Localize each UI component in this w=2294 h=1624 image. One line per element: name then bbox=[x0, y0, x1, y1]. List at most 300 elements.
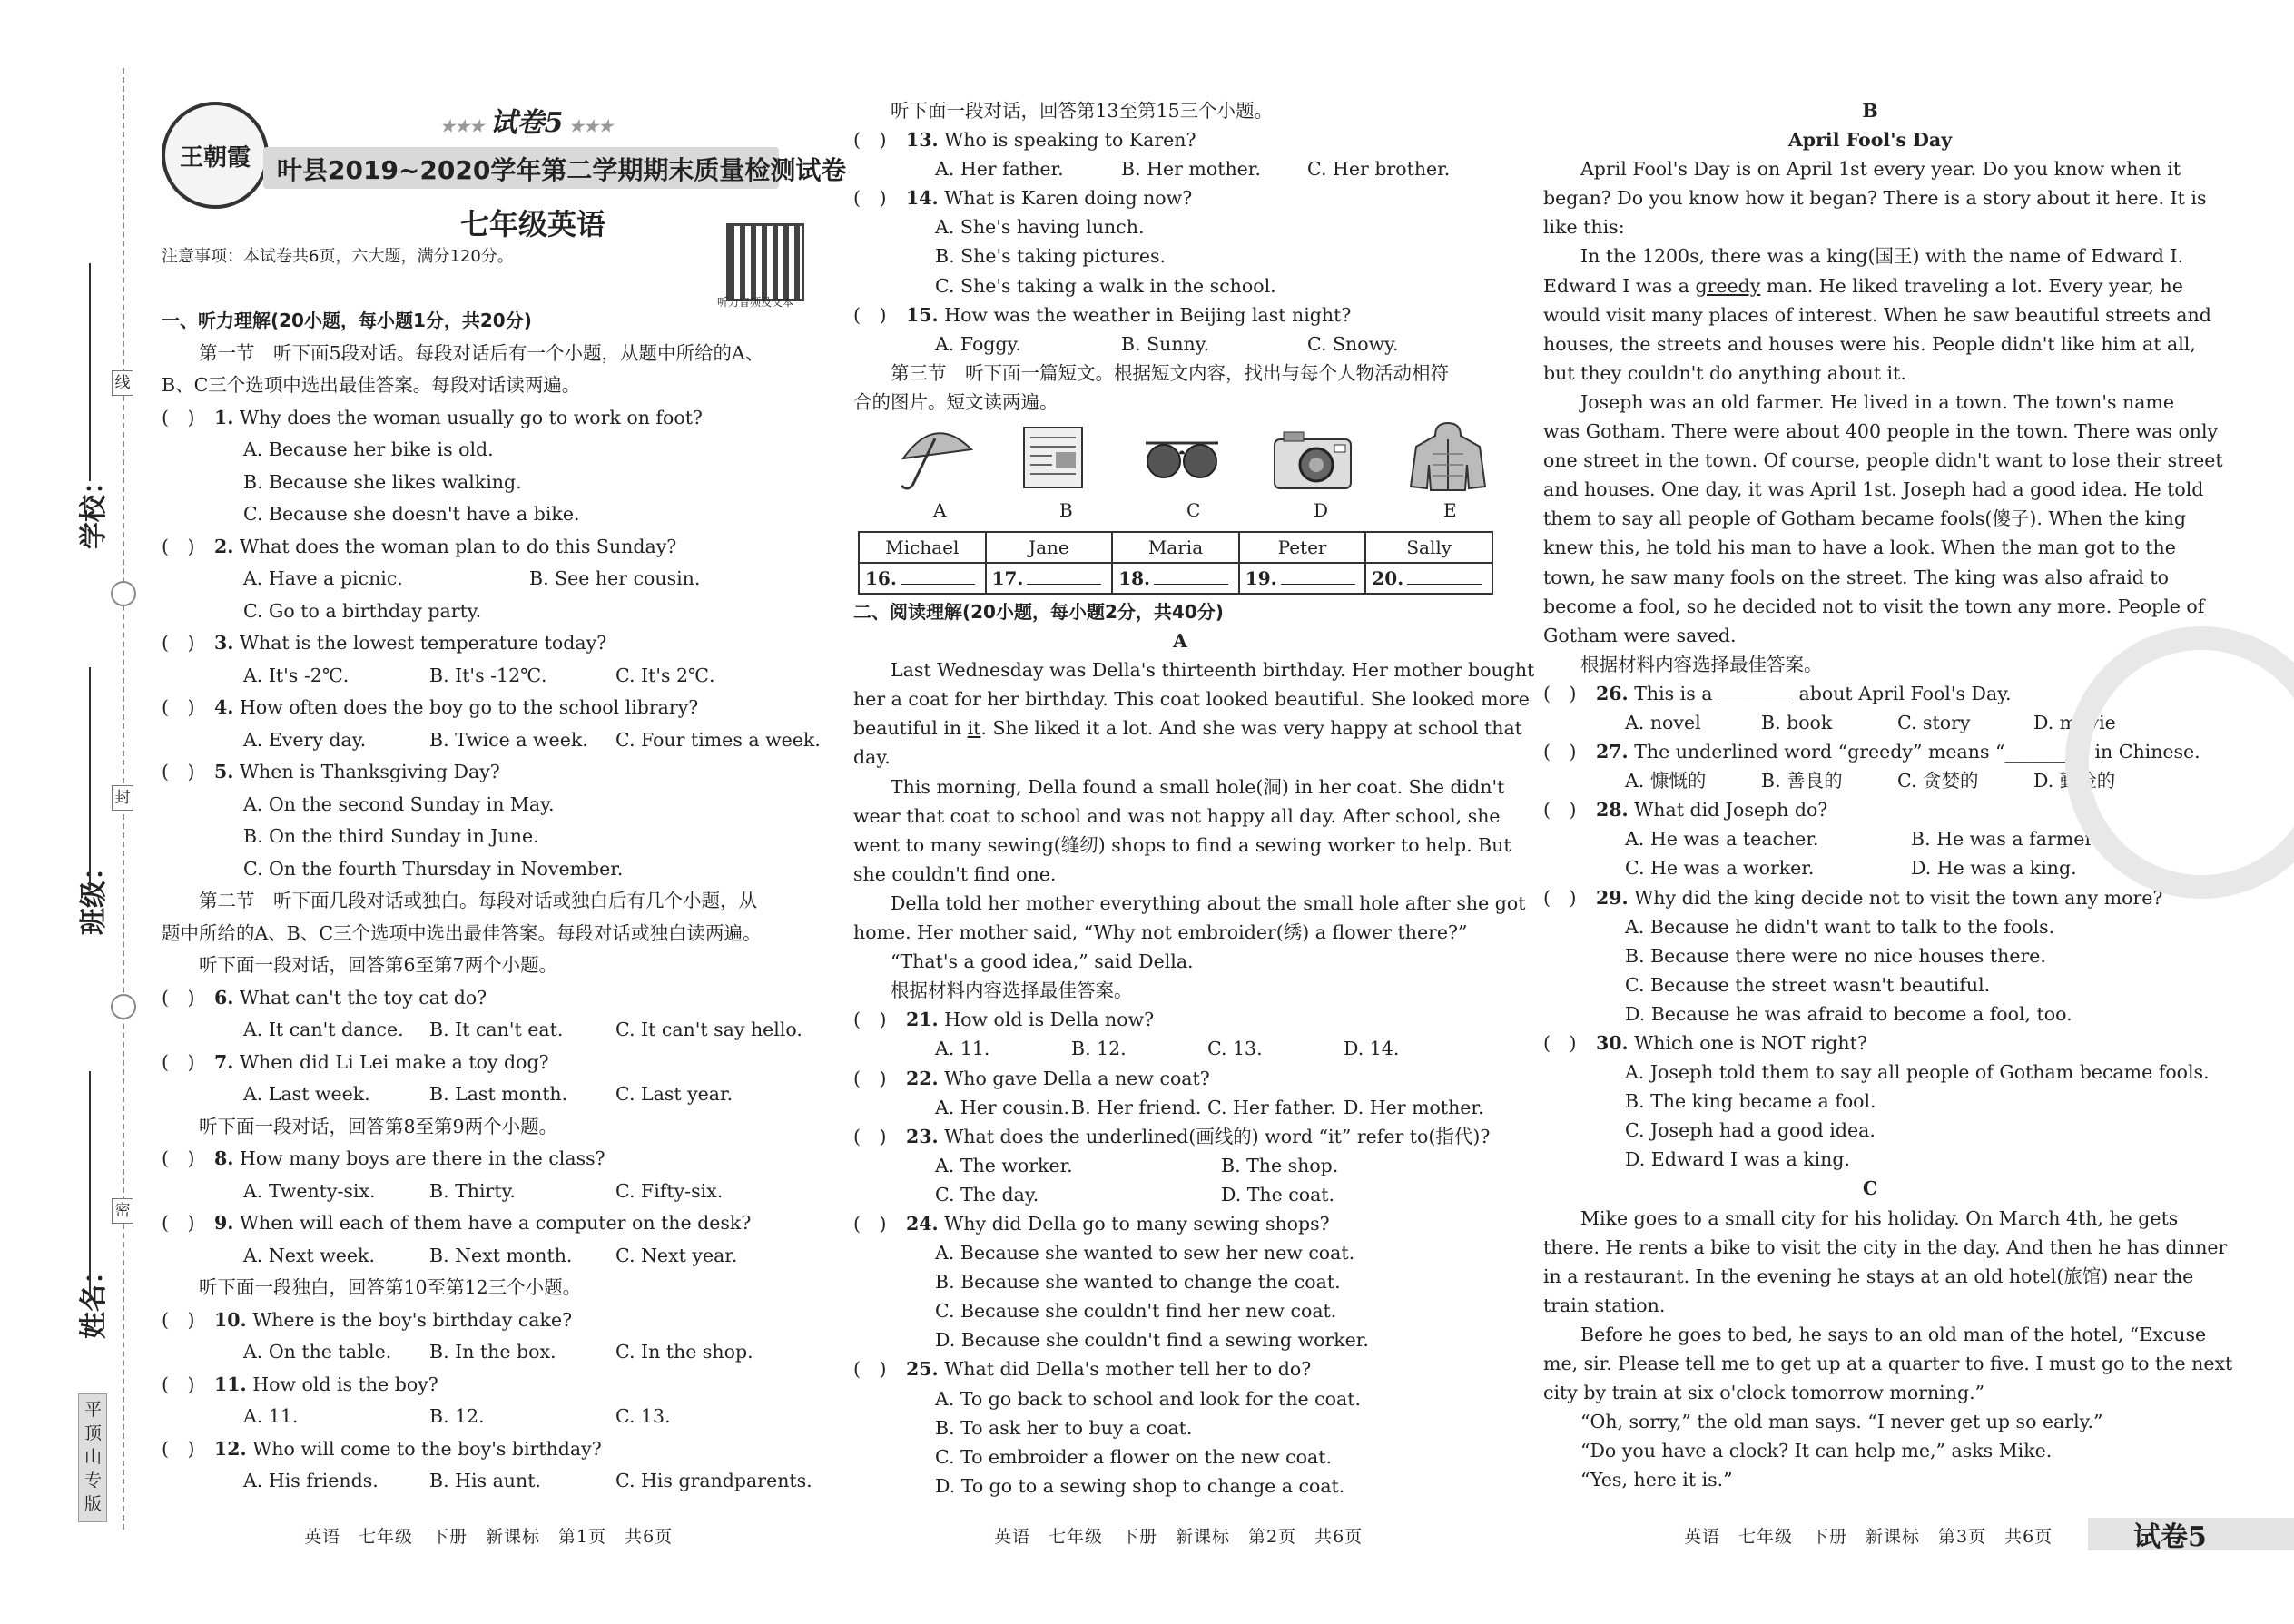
paragraph-line bbox=[1543, 388, 2197, 417]
paragraph-line bbox=[853, 976, 1507, 1005]
option-text: C. He was a worker. bbox=[1625, 857, 1815, 880]
binding-ornament-icon bbox=[111, 994, 136, 1019]
answer-blank[interactable]: ( ) bbox=[853, 1009, 887, 1031]
option-text: A. novel bbox=[1625, 711, 1701, 733]
option-text: B. 善良的 bbox=[1761, 770, 1843, 792]
paragraph-text: knew this, he told his man to have a look. When the man got to the bbox=[1543, 536, 2176, 559]
question-text: What does the woman plan to do this Sunday? bbox=[239, 535, 677, 557]
option-text: A. Foggy. bbox=[935, 332, 1021, 355]
question-text: How often does the boy go to the school library? bbox=[239, 696, 699, 718]
option bbox=[162, 434, 815, 467]
option-text: C. It's 2℃. bbox=[615, 664, 715, 686]
class-blank bbox=[89, 667, 91, 890]
option bbox=[853, 1413, 1507, 1442]
option bbox=[162, 467, 815, 499]
answer-blank[interactable]: ( ) bbox=[1543, 682, 1577, 704]
answer-number: 20. bbox=[1372, 567, 1404, 589]
paragraph-line bbox=[853, 889, 1526, 918]
subject-title: 七年级英语 bbox=[460, 207, 606, 241]
question-text: Which one is NOT right? bbox=[1634, 1032, 1867, 1054]
question bbox=[853, 1354, 1507, 1383]
option-text: A. Because she wanted to sew her new coat. bbox=[935, 1242, 1355, 1265]
paragraph-text: she couldn't find one. bbox=[853, 862, 1057, 885]
paragraph-line bbox=[1543, 475, 2204, 504]
column-2-top bbox=[853, 96, 1507, 417]
answer-blank[interactable] bbox=[1281, 584, 1355, 585]
option-text: C. His grandparents. bbox=[615, 1470, 812, 1491]
paragraph-line bbox=[1543, 1320, 2207, 1349]
option-row bbox=[162, 724, 821, 757]
answer-blank[interactable]: ( ) bbox=[162, 986, 195, 1009]
paragraph-text: 第一节 听下面5段对话。每段对话后有一个小题，从题中所给的A、 bbox=[199, 341, 764, 364]
paragraph-line bbox=[853, 388, 1507, 417]
paragraph-line bbox=[162, 885, 815, 918]
question-number: 27. bbox=[1596, 741, 1629, 763]
paragraph-text: town, he saw many fools on the street. The king was also afraid to bbox=[1543, 566, 2170, 588]
option-text: D. Because he was afraid to become a fool, too. bbox=[1625, 1002, 2072, 1025]
option-text: B. Sunny. bbox=[1121, 332, 1210, 355]
paragraph-line bbox=[853, 655, 1535, 684]
section-heading-text: 一、听力理解(20小题，每小题1分，共20分) bbox=[162, 310, 532, 331]
option-text: D. Because she couldn't find a sewing worker. bbox=[935, 1329, 1369, 1352]
question bbox=[853, 1005, 1507, 1034]
paragraph-text: home. Her mother said, “Why not embroider(绣) a flower there?” bbox=[853, 921, 1468, 944]
paper-number: ★★★ 试卷5 ★★★ bbox=[440, 107, 614, 139]
option-text: A. Twenty-six. bbox=[243, 1179, 376, 1202]
paragraph-text: “That's a good idea,” said Della. bbox=[891, 950, 1194, 973]
underlined-word: it bbox=[967, 717, 981, 740]
paragraph-line bbox=[853, 743, 1507, 772]
answer-blank[interactable] bbox=[901, 584, 975, 585]
question bbox=[1543, 1029, 2197, 1058]
option-text: C. Because the street wasn't beautiful. bbox=[1625, 973, 1991, 996]
option-text: A. Have a picnic. bbox=[243, 567, 403, 589]
question-text: How many boys are there in the class? bbox=[239, 1147, 605, 1169]
passage-title-text: B bbox=[1862, 100, 1878, 122]
table-cell-answer[interactable] bbox=[1112, 563, 1239, 594]
option-text: B. Because there were no nice houses there. bbox=[1625, 944, 2046, 967]
paragraph-text: went to many sewing(缝纫) shops to find a sewing worker to help. But bbox=[853, 833, 1511, 856]
option bbox=[1543, 999, 2197, 1029]
paragraph-line bbox=[1543, 621, 2197, 650]
option-text: D. He was a king. bbox=[1911, 857, 2077, 880]
picture-label: A bbox=[933, 499, 947, 521]
paragraph-line bbox=[1543, 417, 2219, 446]
option bbox=[853, 1471, 1507, 1501]
question-number: 12. bbox=[214, 1437, 247, 1460]
answer-blank[interactable]: ( ) bbox=[853, 1358, 887, 1381]
column-2-bottom bbox=[853, 597, 1535, 1501]
option-text: D. The coat. bbox=[1221, 1183, 1335, 1206]
answer-blank[interactable]: ( ) bbox=[853, 1067, 887, 1089]
option bbox=[162, 595, 815, 628]
question-text: What did Della's mother tell her to do? bbox=[944, 1358, 1312, 1381]
option-text: A. He was a teacher. bbox=[1625, 828, 1819, 851]
paragraph-line bbox=[162, 950, 815, 982]
option-text: B. Last month. bbox=[429, 1083, 568, 1105]
question-number: 23. bbox=[906, 1125, 939, 1147]
paragraph-text: “Yes, here it is.” bbox=[1580, 1469, 1733, 1491]
question bbox=[162, 627, 815, 660]
option-row bbox=[853, 154, 1507, 183]
paragraph-text: April Fool's Day is on April 1st every year. Do you know when it bbox=[1580, 158, 2181, 181]
question-text: What is Karen doing now? bbox=[944, 187, 1193, 210]
paragraph-line bbox=[1543, 300, 2211, 330]
question bbox=[162, 531, 815, 564]
option-text: C. Joseph had a good idea. bbox=[1625, 1119, 1876, 1142]
option-text: B. Twice a week. bbox=[429, 728, 588, 751]
edition-text: 平顶山专版 bbox=[84, 1400, 103, 1514]
option-row bbox=[1543, 853, 2197, 882]
option-row bbox=[162, 1240, 815, 1273]
question-text: What can't the toy cat do? bbox=[239, 986, 487, 1009]
section-heading bbox=[162, 305, 815, 338]
paragraph-line bbox=[1543, 1233, 2228, 1262]
paragraph-text: In the 1200s, there was a king(国王) with the name of Edward Ⅰ. bbox=[1580, 245, 2184, 268]
option bbox=[853, 1384, 1507, 1413]
question bbox=[162, 1143, 815, 1176]
option bbox=[162, 789, 815, 822]
tag-seal: 封 bbox=[112, 785, 133, 811]
paragraph-text: Before he goes to bed, he says to an old man of the hotel, “Excuse bbox=[1580, 1323, 2207, 1345]
paragraph-text: beautiful in bbox=[853, 717, 968, 740]
qr-code[interactable] bbox=[726, 223, 804, 301]
answer-blank[interactable] bbox=[1154, 584, 1228, 585]
question-text: What is the lowest temperature today? bbox=[239, 632, 607, 654]
question-text: Who gave Della a new coat? bbox=[944, 1067, 1210, 1089]
notice: 注意事项：本试卷共6页，六大题，满分120分。 bbox=[162, 247, 514, 266]
answer-blank[interactable]: ( ) bbox=[162, 1437, 195, 1460]
question-number: 14. bbox=[906, 187, 939, 210]
option bbox=[853, 1238, 1507, 1267]
picture-label: B bbox=[1059, 499, 1073, 521]
option-text: B. He was a farmer. bbox=[1911, 828, 2098, 851]
paragraph-text: train station. bbox=[1543, 1294, 1666, 1316]
question-number: 25. bbox=[906, 1358, 939, 1381]
passage-title-text: A bbox=[1173, 630, 1187, 653]
option-text: A. It can't dance. bbox=[243, 1019, 404, 1040]
option-text: A. 11. bbox=[243, 1405, 299, 1427]
paragraph-text: This morning, Della found a small hole(洞) in her coat. She didn't bbox=[891, 775, 1505, 798]
passage-title-text: April Fool's Day bbox=[1787, 129, 1953, 152]
school-label: 学校： bbox=[78, 468, 110, 549]
option-text: B. The shop. bbox=[1221, 1154, 1339, 1176]
table-header-row bbox=[859, 532, 1492, 563]
option-text: A. It's -2℃. bbox=[243, 664, 350, 686]
question-number: 1. bbox=[214, 406, 234, 428]
paragraph-line bbox=[1543, 212, 2197, 241]
option-text: A. Next week. bbox=[243, 1244, 375, 1266]
paragraph-line bbox=[853, 684, 1530, 714]
option-text: D. Her mother. bbox=[1344, 1096, 1484, 1118]
option-text: A. To go back to school and look for the coat. bbox=[935, 1387, 1361, 1410]
footer-page-1: 英语 七年级 下册 新课标 第1页 共6页 bbox=[304, 1527, 674, 1547]
table-cell-name: Sally bbox=[1365, 532, 1492, 563]
picture-label: C bbox=[1186, 499, 1201, 521]
picture-label: E bbox=[1443, 499, 1457, 521]
paragraph-text: Gotham were saved. bbox=[1543, 624, 1737, 646]
answer-blank[interactable]: ( ) bbox=[162, 1050, 195, 1073]
school-blank bbox=[89, 263, 91, 481]
option bbox=[1543, 1058, 2210, 1087]
question-number: 24. bbox=[906, 1212, 939, 1235]
question-text: Who will come to the boy's birthday? bbox=[252, 1437, 602, 1460]
option-text: A. His friends. bbox=[243, 1470, 379, 1491]
qr-caption: 听力音频及文本 bbox=[717, 296, 794, 309]
answer-blank[interactable]: ( ) bbox=[1543, 886, 1577, 909]
answer-blank[interactable] bbox=[1027, 584, 1101, 585]
paragraph-text: wear that coat to school and was not happy all day. After school, she bbox=[853, 804, 1501, 827]
paragraph-line bbox=[1543, 271, 2197, 300]
paragraph-text: Della told her mother everything about the small hole after she got bbox=[891, 891, 1526, 914]
option-row bbox=[162, 1078, 815, 1111]
option-row bbox=[162, 1336, 815, 1369]
question bbox=[853, 1122, 1507, 1151]
footer-page-2: 英语 七年级 下册 新课标 第2页 共6页 bbox=[994, 1527, 1364, 1547]
option-text: C. Go to a birthday party. bbox=[243, 599, 482, 622]
option bbox=[1543, 1087, 2197, 1116]
option-text: C. Snowy. bbox=[1307, 332, 1399, 355]
question-number: 2. bbox=[214, 535, 234, 557]
question-number: 29. bbox=[1596, 886, 1629, 909]
option-text: B. Her mother. bbox=[1121, 158, 1261, 181]
paragraph-line bbox=[853, 773, 1507, 802]
option bbox=[853, 241, 1507, 271]
paragraph-text: 合的图片。短文读两遍。 bbox=[853, 390, 1058, 413]
question bbox=[162, 1304, 815, 1337]
answer-blank[interactable]: ( ) bbox=[853, 1125, 887, 1147]
option-text: D. To go to a sewing shop to change a coat. bbox=[935, 1474, 1345, 1497]
binding-ornament-icon bbox=[111, 581, 136, 606]
table-cell-answer[interactable] bbox=[859, 563, 986, 594]
logo bbox=[162, 102, 269, 209]
answer-blank[interactable]: ( ) bbox=[162, 696, 195, 718]
class-label: 班级： bbox=[78, 853, 110, 935]
option-text: D. 勤俭的 bbox=[2033, 770, 2116, 792]
question bbox=[162, 1369, 815, 1402]
paragraph-line bbox=[1543, 183, 2207, 212]
paragraph-line bbox=[1543, 563, 2197, 592]
paragraph-line bbox=[853, 359, 1507, 388]
option-text: B. Thirty. bbox=[429, 1179, 516, 1202]
option bbox=[853, 1325, 1507, 1354]
option-text: A. Because he didn't want to talk to the fools. bbox=[1625, 915, 2055, 938]
question bbox=[162, 402, 815, 435]
paragraph-line bbox=[1543, 1291, 2197, 1320]
option-text: B. She's taking pictures. bbox=[935, 245, 1166, 268]
paragraph-line bbox=[853, 714, 1522, 743]
option-row bbox=[162, 1465, 815, 1498]
option-text: D. movie bbox=[2033, 711, 2116, 733]
option-text: A. On the table. bbox=[243, 1341, 392, 1363]
option bbox=[162, 498, 815, 531]
logo-text: 王朝霞 bbox=[179, 143, 251, 172]
table-cell-name: Peter bbox=[1239, 532, 1366, 563]
paragraph-text: her a coat for her birthday. This coat looked beautiful. She looked more bbox=[853, 688, 1530, 711]
answer-blank[interactable]: ( ) bbox=[853, 129, 887, 152]
answer-number: 16. bbox=[865, 567, 897, 589]
paragraph-text: . She liked it a lot. And she was very happy at school that bbox=[980, 717, 1522, 740]
answer-blank[interactable]: ( ) bbox=[162, 406, 195, 428]
answer-blank[interactable]: ( ) bbox=[1543, 741, 1577, 763]
option-text: A. Last week. bbox=[243, 1083, 370, 1105]
question bbox=[853, 1064, 1507, 1093]
option-text: B. On the third Sunday in June. bbox=[243, 825, 539, 847]
option-text: B. Because she wanted to change the coat. bbox=[935, 1271, 1341, 1294]
paragraph-text: 听下面一段对话，回答第8至第9两个小题。 bbox=[199, 1115, 558, 1137]
option-text: C. Because she doesn't have a bike. bbox=[243, 503, 580, 525]
option-text: C. 贪婪的 bbox=[1897, 770, 1979, 792]
paragraph-line bbox=[1543, 1378, 2197, 1407]
question-number: 26. bbox=[1596, 682, 1629, 704]
option-row bbox=[853, 1034, 1507, 1063]
option bbox=[1543, 970, 2197, 999]
answer-blank[interactable]: ( ) bbox=[1543, 1032, 1577, 1054]
option-text: C. Her brother. bbox=[1307, 158, 1451, 181]
name-label: 姓名： bbox=[78, 1257, 110, 1339]
paragraph-text: day. bbox=[853, 746, 891, 769]
paragraph-line bbox=[1543, 1436, 2197, 1465]
option-text: B. 12. bbox=[429, 1405, 485, 1427]
option bbox=[162, 853, 815, 886]
paragraph-text: Mike goes to a small city for his holiday. On March 4th, he gets bbox=[1580, 1206, 2179, 1229]
table-cell-answer[interactable] bbox=[1239, 563, 1366, 594]
question-number: 8. bbox=[214, 1147, 234, 1169]
paragraph-line bbox=[1543, 359, 2197, 388]
paragraph-text: Last Wednesday was Della's thirteenth birthday. Her mother bought bbox=[891, 659, 1535, 682]
option-text: C. 13. bbox=[1207, 1038, 1263, 1060]
table-cell-name: Jane bbox=[986, 532, 1113, 563]
section-heading bbox=[853, 597, 1507, 626]
question-text: What does the underlined(画线的) word “it” refer to(指代)? bbox=[944, 1125, 1491, 1147]
paragraph-line bbox=[1543, 592, 2205, 621]
answer-blank[interactable]: ( ) bbox=[853, 303, 887, 326]
question-number: 21. bbox=[906, 1009, 939, 1031]
question-number: 22. bbox=[906, 1067, 939, 1089]
option-text: B. 12. bbox=[1071, 1038, 1127, 1060]
paragraph-text: Edward Ⅰ was a bbox=[1543, 274, 1696, 297]
question-number: 15. bbox=[906, 303, 939, 326]
camera-icon bbox=[1271, 428, 1354, 492]
paragraph-line bbox=[162, 1111, 815, 1144]
option-text: A. 11. bbox=[935, 1038, 990, 1060]
answer-blank[interactable]: ( ) bbox=[162, 761, 195, 782]
answer-blank[interactable]: ( ) bbox=[162, 1212, 195, 1234]
passage-title bbox=[853, 626, 1507, 655]
option-text: C. She's taking a walk in the school. bbox=[935, 274, 1276, 297]
question-text: How was the weather in Beijing last night? bbox=[944, 303, 1352, 326]
question-text: When is Thanksgiving Day? bbox=[239, 761, 500, 782]
answer-blank[interactable]: ( ) bbox=[162, 632, 195, 654]
paragraph-text: me, sir. Please tell me to get up at a quarter to five. I must go to the next bbox=[1543, 1353, 2233, 1375]
table-cell-answer[interactable] bbox=[986, 563, 1113, 594]
paragraph-line bbox=[162, 1272, 815, 1304]
paragraph-line bbox=[1543, 154, 2197, 183]
option-text: C. The day. bbox=[935, 1183, 1039, 1206]
paragraph-line bbox=[853, 96, 1507, 125]
paragraph-text: began? Do you know how it began? There is a story about it here. It is bbox=[1543, 187, 2207, 210]
option-text: A. 慷慨的 bbox=[1625, 770, 1707, 792]
passage-title bbox=[1543, 1174, 2197, 1203]
table-cell-name: Michael bbox=[859, 532, 986, 563]
option bbox=[853, 1296, 1507, 1325]
paragraph-line bbox=[1543, 1465, 2197, 1494]
question-text: What did Joseph do? bbox=[1634, 799, 1828, 822]
question bbox=[853, 300, 1507, 330]
paragraph-line bbox=[1543, 533, 2197, 562]
question-text: Why did Della go to many sewing shops? bbox=[944, 1212, 1330, 1235]
jacket-icon bbox=[1407, 419, 1489, 494]
paragraph-text: and houses. One day, it was April 1st. Joseph had a good idea. He told bbox=[1543, 478, 2204, 501]
option bbox=[853, 1442, 1507, 1471]
tag-line: 线 bbox=[112, 370, 133, 396]
matching-table bbox=[858, 531, 1493, 595]
option-row bbox=[162, 1401, 815, 1433]
option-text: C. Four times a week. bbox=[615, 728, 821, 751]
option-text: C. 13. bbox=[615, 1405, 671, 1427]
question-text: When did Li Lei make a toy dog? bbox=[239, 1050, 549, 1073]
paragraph-line bbox=[1543, 504, 2197, 533]
option-text: A. Because her bike is old. bbox=[243, 438, 494, 460]
option bbox=[162, 821, 815, 853]
answer-blank[interactable]: ( ) bbox=[162, 535, 195, 557]
answer-blank[interactable]: ( ) bbox=[1543, 799, 1577, 822]
paragraph-text: “Do you have a clock? It can help me,” asks Mike. bbox=[1580, 1440, 2053, 1462]
paragraph-text: houses, the streets and houses were his. People didn't like him at all, bbox=[1543, 332, 2196, 355]
answer-number: 19. bbox=[1245, 567, 1277, 589]
answer-blank[interactable]: ( ) bbox=[853, 1212, 887, 1235]
option bbox=[1543, 912, 2197, 941]
sunglasses-icon bbox=[1141, 434, 1223, 488]
exam-title: 叶县2019~2020学年第二学期期末质量检测试卷 bbox=[277, 155, 847, 185]
paragraph-text: Joseph was an old farmer. He lived in a town. The town's name bbox=[1580, 390, 2174, 413]
option-text: C. story bbox=[1897, 711, 1971, 733]
question-text: Why does the woman usually go to work on foot? bbox=[239, 406, 703, 428]
option-text: C. To embroider a flower on the new coat. bbox=[935, 1445, 1332, 1468]
paragraph-line bbox=[853, 831, 1511, 860]
answer-blank[interactable]: ( ) bbox=[162, 1373, 195, 1395]
paragraph-text: 听下面一段对话，回答第6至第7两个小题。 bbox=[199, 954, 558, 976]
option bbox=[1543, 1116, 2197, 1145]
answer-blank[interactable]: ( ) bbox=[853, 187, 887, 210]
question bbox=[162, 1207, 815, 1240]
paragraph-text: “Oh, sorry,” the old man says. “I never get up so early.” bbox=[1580, 1411, 2103, 1433]
paragraph-text: was Gotham. There were about 400 people in the town. There was only bbox=[1543, 420, 2219, 443]
answer-blank[interactable] bbox=[1407, 584, 1482, 585]
option-text: C. Next year. bbox=[615, 1244, 738, 1266]
paragraph-text: 第二节 听下面几段对话或独白。每段对话或独白后有几个小题，从 bbox=[199, 890, 757, 911]
corner-label: 试卷5 bbox=[2133, 1521, 2207, 1553]
question-number: 4. bbox=[214, 696, 234, 718]
question-number: 9. bbox=[214, 1212, 234, 1234]
question-text: When will each of them have a computer on the desk? bbox=[239, 1212, 752, 1234]
option-text: B. To ask her to buy a coat. bbox=[935, 1416, 1193, 1439]
paragraph-line bbox=[1543, 446, 2223, 475]
paragraph-text: city by train at six o'clock tomorrow morning.” bbox=[1543, 1382, 1985, 1404]
paragraph-text: but they couldn't do anything about it. bbox=[1543, 361, 1906, 384]
answer-blank[interactable]: ( ) bbox=[162, 1147, 195, 1169]
paragraph-line bbox=[1543, 1204, 2197, 1233]
answer-blank[interactable]: ( ) bbox=[162, 1308, 195, 1331]
paragraph-text: 听下面一段对话，回答第13至第15三个小题。 bbox=[891, 100, 1274, 122]
passage-title-text: C bbox=[1862, 1177, 1878, 1200]
option-text: B. See her cousin. bbox=[529, 567, 701, 589]
table-cell-answer[interactable] bbox=[1365, 563, 1492, 594]
question-number: 10. bbox=[214, 1308, 247, 1331]
question bbox=[162, 1433, 815, 1466]
question-text: How old is Della now? bbox=[944, 1009, 1155, 1031]
paragraph-text: would visit many places of interest. When he saw beautiful streets and bbox=[1543, 303, 2211, 326]
